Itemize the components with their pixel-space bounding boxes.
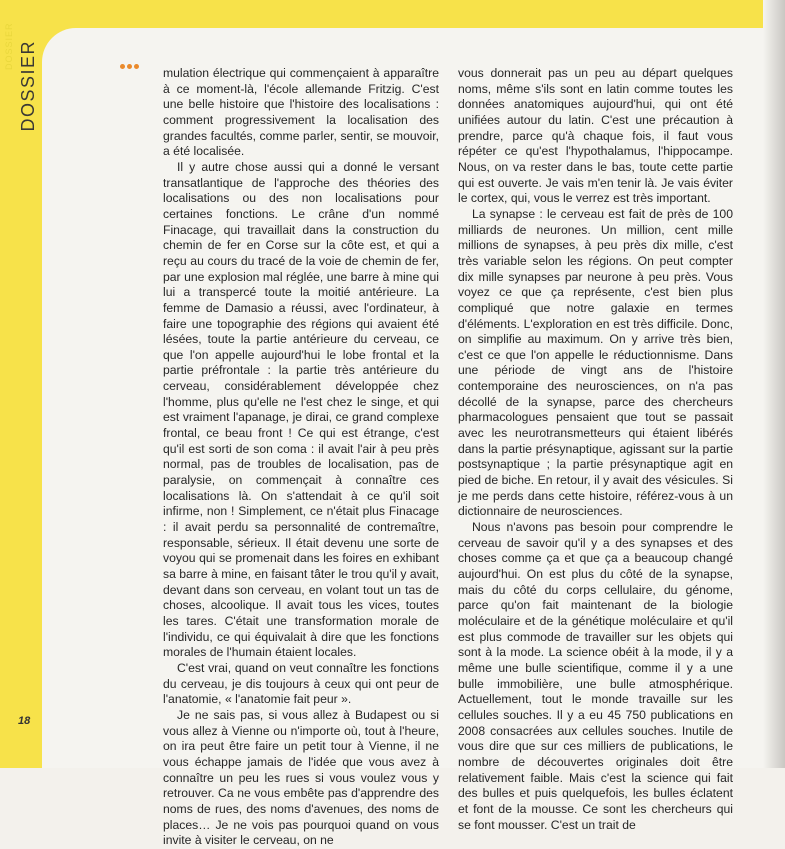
section-label-text: DOSSIER (18, 40, 38, 132)
section-label (4, 22, 38, 180)
paragraph: La synapse : le cerveau est fait de près de 100 milliards de neurones. Un million, cent mille millions de synapses, à peu près dix mille, c'est très variable selon les régions. On peut compter dix mille synapses par neurone à peu près. Vous voyez ce que ça représente, c'est bien plus compliqué que notre galaxie en termes d'éléments. L'exploration en est très difficile. Donc, on simplifie au maximum. On y arrive très bien, c'est ce que l'on appelle le réductionnisme. Dans une période de vingt ans de l'histoire contemporaine des neurosciences, on n'a pas décollé de la synapse, parce des chercheurs pharmacologues pensaient que tout se passait avec les neurotransmetteurs qui étaient libérés dans la partie présynaptique, agissant sur la partie postsynaptique ; la partie présynaptique agit en pied de biche. En retour, il y avait des vésicules. Si je me perds dans cette histoire, référez-vous à un dictionnaire de neurosciences. (458, 206, 733, 519)
right-column (458, 66, 733, 833)
section-label-ghost: DOSSIER (4, 22, 14, 70)
page-binding-shadow (763, 0, 785, 768)
bullet-dots-icon (120, 64, 139, 69)
paragraph: Il y autre chose aussi qui a donné le versant transatlantique de l'approche des théories des localisations ou des non localisations pour certaines fonctions. Le crâne d'un nommé Finacage, qui travaillait dans la construction du chemin de fer en Corse sur la côte est, et qui a reçu au cours du tracé de la voie de chemin de fer, par une explosion mal réglée, une barre à mine qui lui a transpercé toute la moitié antérieure. La femme de Damasio a réussi, avec l'ordinateur, à faire une topographie des régions qui avaient été lésées, toute la partie antérieure du cerveau, ce que l'on appelle aujourd'hui le lobe frontal et la partie préfrontale : la partie très antérieure du cerveau, considérablement développée chez l'homme, plus qu'elle ne l'est chez le singe, et qui est vraiment l'apanage, je dirai, ce grand complexe frontal, ce beau front ! Ce qui est étrange, c'est qu'il est sorti de son coma : il avait l'air à peu près normal, pas de troubles de localisation, pas de paralysie, on commençait à connaître ces localisations là. On s'attendait à ce qu'il soit infirme, non ! Simplement, ce n'était plus Finacage : il avait perdu sa personnalité de contremaître, responsable, sérieux. Il était devenu une sorte de voyou qui se promenait dans les foires en exhibant sa barre à mine, en faisant tâter le trou qu'il y avait, devant dans son cerveau, en volant tout un tas de choses, alcoolique. Il avait tous les vices, toutes les tares. C'était une transformation morale de l'individu, ce qui équivalait à dire que les fonctions morales de l'humain étaient locales. (163, 159, 440, 660)
paragraph: Je ne sais pas, si vous allez à Budapest ou si vous allez à Vienne ou n'importe où, tout à l'heure, on ira peut être faire un petit tour à Vienne, il ne vous échappe jamais de l'idée que vous avez à connaître un peu les rues si vous voulez vous y retrouver. Ca ne vous embête pas d'apprendre des noms de rues, des noms d'avenues, des noms de places… Je ne vois pas pourquoi quand on vous invite à visiter le cerveau, on ne (163, 707, 439, 848)
page-number: 18 (18, 715, 31, 727)
paragraph: mulation électrique qui commençaient à apparaître à ce moment-là, l'école allemande Fritzig. C'est une belle histoire que l'histoire des localisations : comment progressivement la localisation des grandes facultés, comme parler, sentir, se mouvoir, a été localisée. (163, 66, 439, 159)
left-column (163, 66, 439, 849)
paragraph: C'est vrai, quand on veut connaître les fonctions du cerveau, je dis toujours à ceux qui ont peur de l'anatomie, « l'anatomie fait peur ». (163, 660, 439, 707)
paragraph: Nous n'avons pas besoin pour comprendre le cerveau de savoir qu'il y a des synapses et des choses comme ça et que ça a beaucoup changé aujourd'hui. On est plus du côté de la synapse, mais du côté du corps cellulaire, du génome, parce qu'on fait maintenant de la biologie moléculaire et de la génétique moléculaire et qu'il est plus commode de travailler sur les objets qui sont à la mode. La science obéit à la mode, il y a même une bulle scientifique, comme il y a une bulle immobilière, une bulle atmosphérique. Actuellement, tout le monde travaille sur les cellules souches. Il y a eu 45 750 publications en 2008 consacrées aux cellules souches. Inutile de vous dire que sur ces milliers de publications, le nombre de découvertes originales doit être relativement faible. Mais c'est la science qui fait des bulles et puis quelquefois, les bulles éclatent et font de la mousse. Ce sont les chercheurs qui se font mousser. C'est un trait de (458, 520, 733, 832)
paragraph: vous donnerait pas un peu au départ quelques noms, même s'ils sont en latin comme toutes les données anatomiques aujourd'hui, qui ont été unifiées autour du latin. C'est une précaution à prendre, parce qu'à chaque fois, il faut vous répéter ce qu'est l'hypothalamus, l'hippocampe. Nous, on va rester dans le bas, toute cette partie qui est ouverte. Je vais m'en tenir là. Je vais éviter le cortex, qui, vous le verrez est très important. (458, 66, 733, 206)
